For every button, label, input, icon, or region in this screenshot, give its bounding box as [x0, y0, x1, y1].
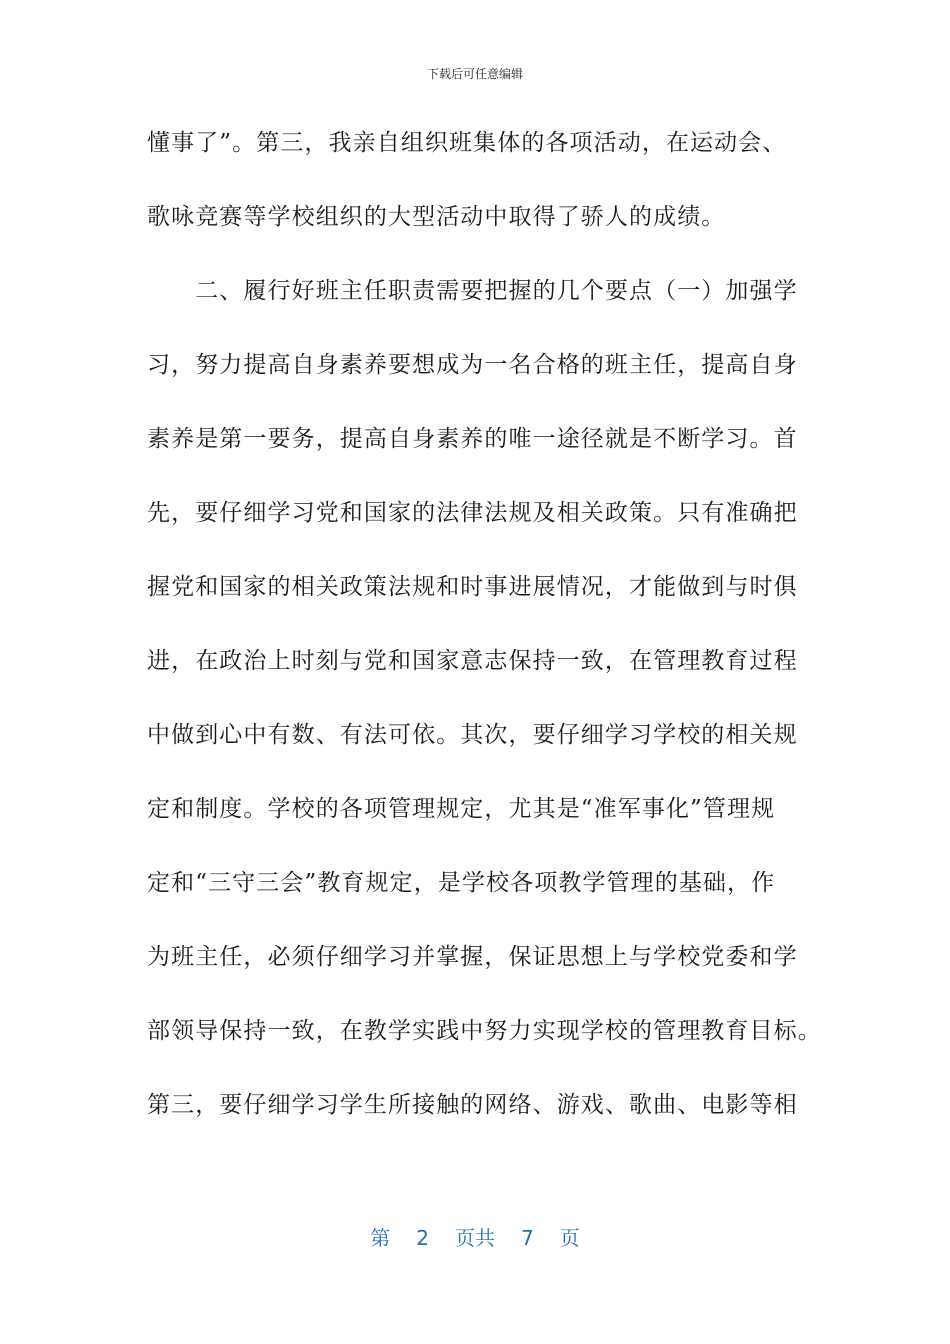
page-header-note: 下载后可任意编辑 — [426, 67, 523, 81]
text-line: 二、履行好班主任职责需要把握的几个要点（一）加强学 — [147, 278, 798, 304]
page-number-footer — [0, 1224, 950, 1252]
text-line: 定和“三守三会”教育规定，是学校各项教学管理的基础，作 — [147, 870, 776, 896]
text-line: 歌咏竞赛等学校组织的大型活动中取得了骄人的成绩。 — [147, 204, 726, 230]
text-line: 握党和国家的相关政策法规和时事进展情况，才能做到与时俱 — [147, 574, 798, 600]
page-mid-label: 页共 — [455, 1226, 495, 1250]
text-line: 习，努力提高自身素养要想成为一名合格的班主任，提高自身 — [147, 352, 798, 378]
text-line: 部领导保持一致，在教学实践中努力实现学校的管理教育目标。 — [147, 1018, 822, 1044]
document-body — [147, 118, 822, 1154]
page-prefix: 第 — [370, 1226, 391, 1250]
text-line: 懂事了”。第三，我亲自组织班集体的各项活动，在运动会、 — [147, 130, 787, 156]
text-line: 第三，要仔细学习学生所接触的网络、游戏、歌曲、电影等相 — [147, 1092, 798, 1118]
text-line: 先，要仔细学习党和国家的法律法规及相关政策。只有准确把 — [147, 500, 798, 526]
text-line: 定和制度。学校的各项管理规定，尤其是“准军事化”管理规 — [147, 796, 776, 822]
text-line: 中做到心中有数、有法可依。其次，要仔细学习学校的相关规 — [147, 722, 798, 748]
total-page-number: 7 — [521, 1226, 534, 1250]
text-line: 为班主任，必须仔细学习并掌握，保证思想上与学校党委和学 — [147, 944, 798, 970]
current-page-number: 2 — [416, 1226, 429, 1250]
page-suffix: 页 — [559, 1226, 580, 1250]
text-line: 素养是第一要务，提高自身素养的唯一途径就是不断学习。首 — [147, 426, 798, 452]
text-line: 进，在政治上时刻与党和国家意志保持一致，在管理教育过程 — [147, 648, 798, 674]
